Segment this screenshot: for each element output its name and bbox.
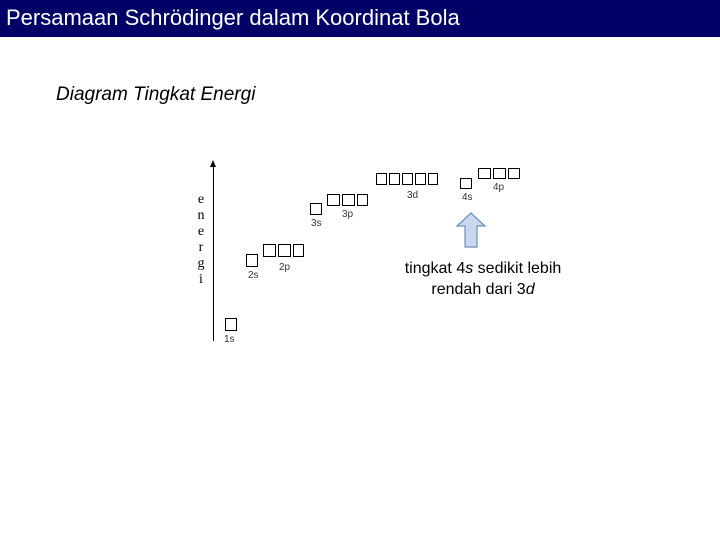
orbital-box-4p [493,168,506,179]
level-label-2s: 2s [248,270,259,281]
orbital-box-3p [357,194,368,206]
orbital-box-2p [263,244,276,257]
level-label-3p: 3p [342,209,354,220]
orbital-box-3p [342,194,355,206]
orbital-box-2p [293,244,304,257]
orbital-box-3d [415,173,426,185]
level-label-4s: 4s [462,192,473,203]
orbital-box-3s [310,203,322,215]
page-title: Persamaan Schrödinger dalam Koordinat Bola [6,5,460,30]
axis-letter: e [197,224,205,239]
note-line-1: tingkat 4s sedikit lebih [404,260,562,277]
axis-letter: n [197,208,205,223]
title-bar [0,0,720,37]
orbital-box-3d [402,173,413,185]
axis-letter: i [199,272,203,287]
axis-letter: e [197,192,205,207]
level-label-2p: 2p [279,262,291,273]
axis-label-energi [195,192,207,288]
orbital-box-3d [389,173,400,185]
axis-letter: r [198,240,204,255]
orbital-box-3d [376,173,387,185]
orbital-box-4p [508,168,520,179]
orbital-box-4s [460,178,472,189]
diagram-subtitle: Diagram Tingkat Energi [56,84,256,105]
annotation-note [388,258,578,300]
orbital-box-1s [225,318,237,331]
orbital-box-2p [278,244,291,257]
level-label-1s: 1s [224,334,235,345]
orbital-box-4p [478,168,491,179]
level-label-4p: 4p [493,182,505,193]
energy-axis [213,166,214,341]
orbital-box-3d [428,173,438,185]
level-label-3d: 3d [407,190,419,201]
level-label-3s: 3s [311,218,322,229]
up-arrow-icon [455,212,487,248]
note-line-2: rendah dari 3d [431,281,535,298]
orbital-box-2s [246,254,258,267]
orbital-box-3p [327,194,340,206]
axis-letter: g [197,256,205,271]
